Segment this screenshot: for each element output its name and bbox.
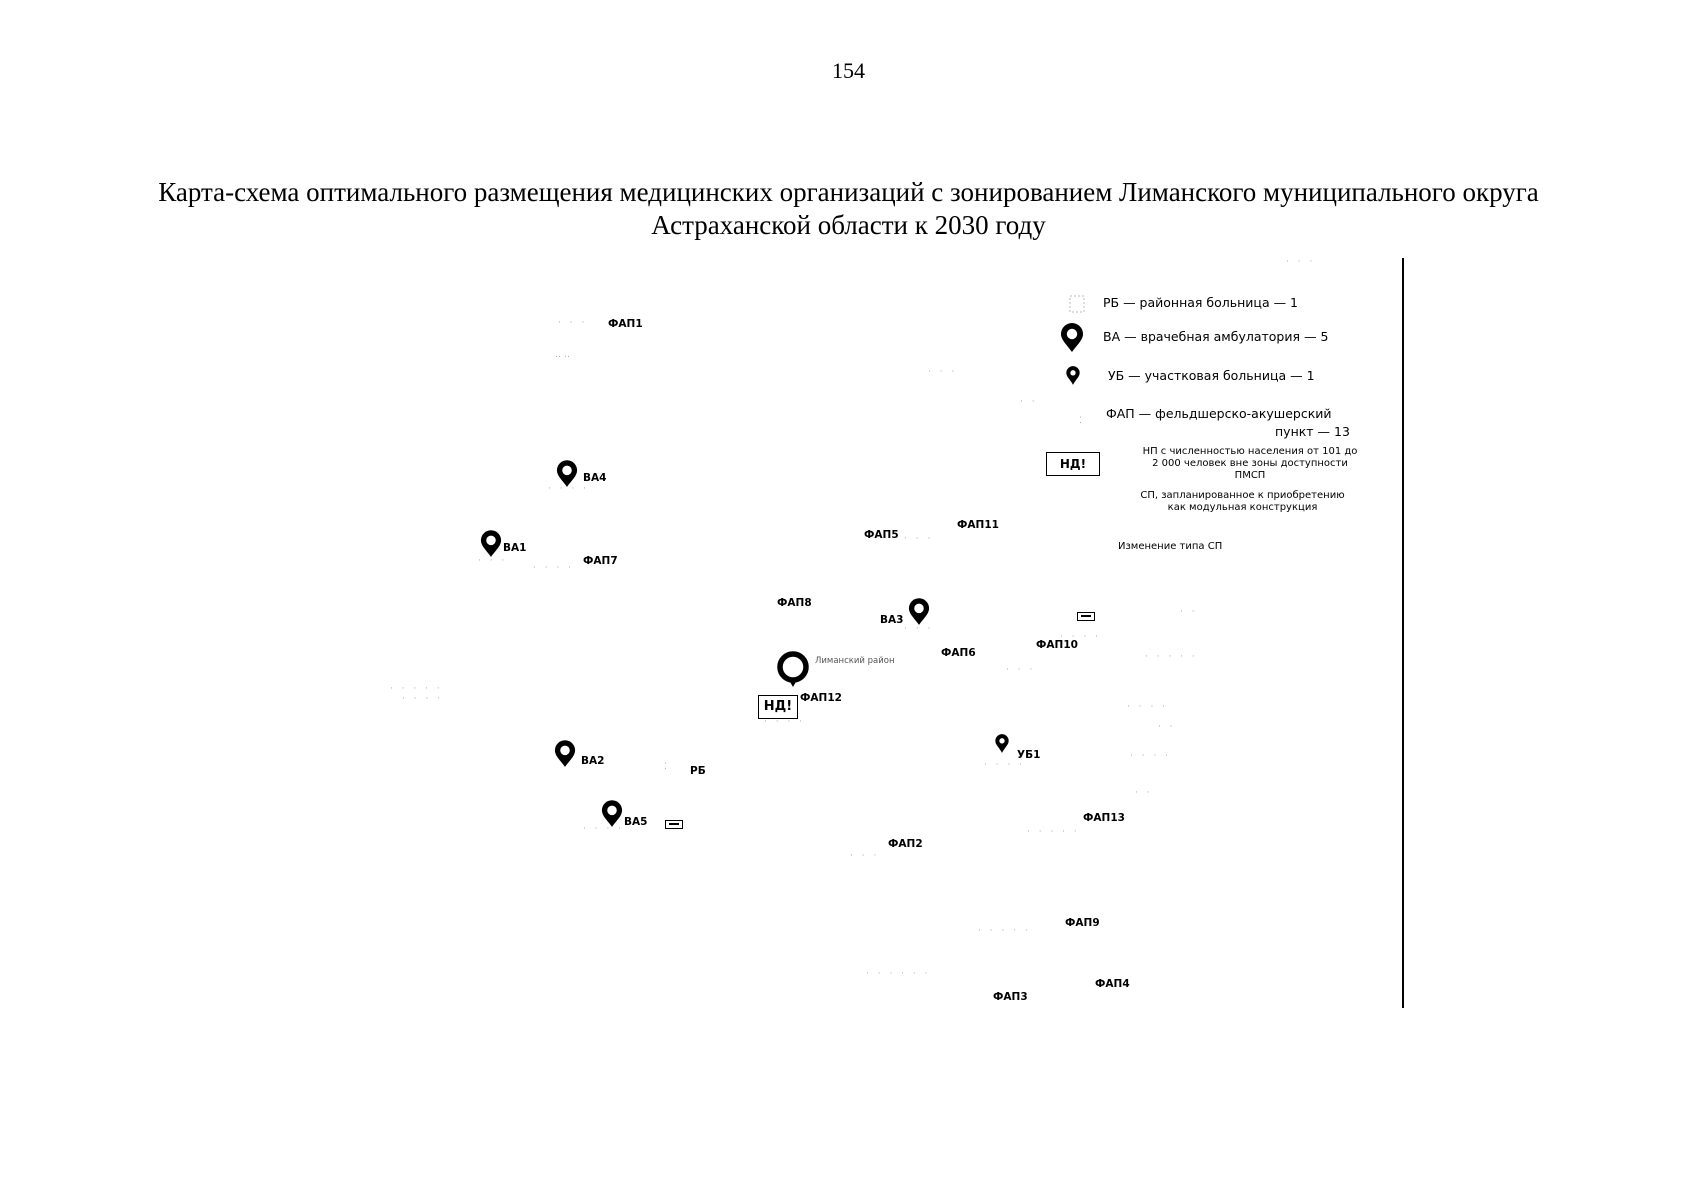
va-pin-icon bbox=[1060, 323, 1084, 353]
map-frame-divider bbox=[1402, 258, 1404, 1008]
fap10-label: ФАП10 bbox=[1036, 639, 1078, 651]
fap8-label: ФАП8 bbox=[777, 597, 812, 609]
legend-rb: РБ — районная больница — 1 bbox=[1103, 295, 1299, 310]
ub-pin-icon bbox=[1065, 365, 1081, 386]
legend-sp: СП, запланированное к приобретению как модульная конструкция bbox=[1140, 490, 1345, 513]
ub1-pin-icon bbox=[994, 733, 1010, 754]
modular-building-icon bbox=[1077, 612, 1095, 621]
legend-fap-line2: пункт — 13 bbox=[1275, 424, 1350, 439]
fap5-label: ФАП5 bbox=[864, 529, 899, 541]
fap12-label: ФАП12 bbox=[800, 692, 842, 704]
legend-fap-line1: ФАП — фельдшерско-акушерский bbox=[1106, 406, 1332, 421]
fap1-label: ФАП1 bbox=[608, 318, 643, 330]
fap6-label: ФАП6 bbox=[941, 647, 976, 659]
legend-change: Изменение типа СП bbox=[1118, 541, 1223, 552]
rb-marker-icon bbox=[1066, 293, 1088, 315]
va3-pin-icon bbox=[908, 598, 930, 626]
rb-label: РБ bbox=[690, 765, 706, 777]
district-center-icon bbox=[775, 650, 811, 688]
fap2-label: ФАП2 bbox=[888, 838, 923, 850]
modular-building-icon bbox=[665, 820, 683, 829]
va2-pin-icon bbox=[554, 740, 576, 768]
nd-badge-icon: НД! bbox=[1046, 452, 1100, 476]
title-line-2: Астраханской области к 2030 году bbox=[651, 210, 1046, 240]
fap9-label: ФАП9 bbox=[1065, 917, 1100, 929]
va1-pin-icon bbox=[480, 530, 502, 558]
ub1-label: УБ1 bbox=[1017, 749, 1041, 761]
map-title bbox=[100, 176, 1597, 242]
fap7-label: ФАП7 bbox=[583, 555, 618, 567]
map-nd-badge: НД! bbox=[758, 695, 798, 719]
va5-label: ВА5 bbox=[624, 816, 648, 828]
legend-va: ВА — врачебная амбулатория — 5 bbox=[1103, 329, 1329, 344]
va3-label: ВА3 bbox=[880, 614, 904, 626]
va1-label: ВА1 bbox=[503, 542, 527, 554]
va4-label: ВА4 bbox=[583, 472, 607, 484]
fap4-label: ФАП4 bbox=[1095, 978, 1130, 990]
fap13-label: ФАП13 bbox=[1083, 812, 1125, 824]
va2-label: ВА2 bbox=[581, 755, 605, 767]
fap-dot-icon: ⁚ bbox=[1079, 416, 1085, 426]
title-line-1: Карта-схема оптимального размещения медицинских организаций с зонированием Лиманского муниципального округа bbox=[158, 177, 1539, 207]
page-number: 154 bbox=[832, 58, 865, 83]
fap11-label: ФАП11 bbox=[957, 519, 999, 531]
legend-np: НП с численностью населения от 101 до 2 000 человек вне зоны доступности ПМСП bbox=[1142, 446, 1358, 481]
fap3-label: ФАП3 bbox=[993, 991, 1028, 1003]
district-label: Лиманский район bbox=[815, 656, 895, 666]
legend-ub: УБ — участковая больница — 1 bbox=[1108, 368, 1315, 383]
